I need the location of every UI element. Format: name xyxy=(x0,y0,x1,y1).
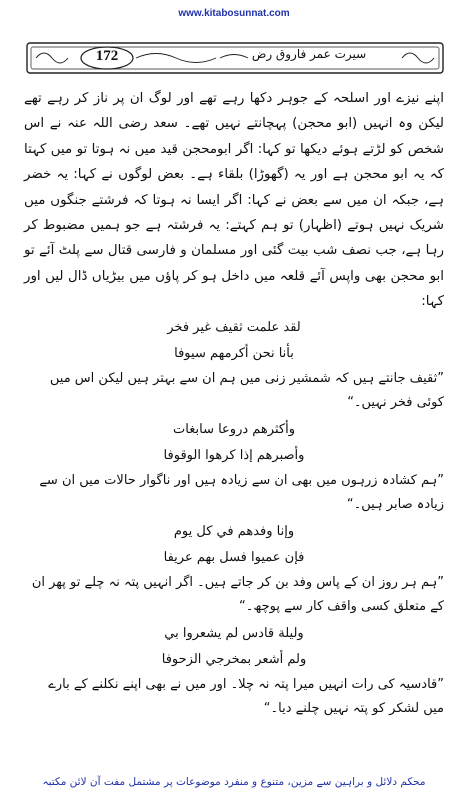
verse-block-1 xyxy=(24,315,444,415)
verse-line: ولم أشعر بمخرجي الزحوفا xyxy=(161,651,307,667)
verse-line: فإن عميوا فسل بهم عريفا xyxy=(163,549,305,565)
verse-line: لقد علمت ثقيف غير فخر xyxy=(167,319,301,335)
verse-line: وإنا وفدهم في كل يوم xyxy=(173,523,295,539)
page-number: 172 xyxy=(95,48,119,64)
footer-tagline: محکم دلائل و براہین سے مزین، متنوع و منفرد موضوعات پر مشتمل مفت آن لائن مکتبہ xyxy=(42,776,426,788)
verse-block-2 xyxy=(24,417,444,517)
verse-block-4 xyxy=(24,621,444,721)
verse-line: بأنا نحن أكرمهم سيوفا xyxy=(174,345,294,361)
site-url[interactable]: www.kitabosunnat.com xyxy=(178,8,290,19)
verse-block-3 xyxy=(24,519,444,619)
verse-translation: ”ہم کشادہ زرہوں میں بھی ان سے زیادہ ہیں اور ناگوار حالات میں ان سے زیادہ صابر ہیں۔“ xyxy=(39,472,444,512)
page-body xyxy=(24,86,444,723)
verse-translation: ”ہم ہر روز ان کے پاس وفد بن کر جاتے ہیں۔ اگر انہیں پتہ نہ چلے تو پھر ان کے متعلق کسی واقف کار سے پوچھ۔“ xyxy=(31,574,444,614)
verse-line: وليلة قادس لم يشعروا بي xyxy=(164,625,304,641)
running-title: سیرت عمر فاروق رض xyxy=(251,47,367,61)
verse-line: وأكثرهم دروعا سابغات xyxy=(173,421,295,437)
verse-translation: ”قادسیہ کی رات انہیں میرا پتہ نہ چلا۔ اور میں نے بھی اپنے نکلنے کے بارے میں لشکر کو پتہ نہیں چلنے دیا۔“ xyxy=(48,676,444,716)
verse-line: وأصبرهم إذا كرهوا الوقوفا xyxy=(163,447,305,463)
verse-translation: ”ثقیف جانتے ہیں کہ شمشیر زنی میں ہم ان سے بہتر ہیں لیکن اس میں کوئی فخر نہیں۔“ xyxy=(49,370,444,410)
page-header xyxy=(26,42,444,74)
body-paragraph: اپنے نیزے اور اسلحہ کے جوہر دکھا رہے تھے اور لوگ ان پر ناز کر رہے تھے لیکن وہ انہیں (ابو محجن) پہچانتے نہیں تھے۔ سعد رضی اللہ عنہ نے اس شخص کو لڑتے ہوئے دیکھا تو کہا: اگر ابومحجن قید میں نہ ہوتا تو میں کہتا کہ یہ ابو محجن ہے اور یہ (گھوڑا) بلقاء ہے۔ بعض لوگوں نے کہا: یہ خضر ہے، جبکہ ان میں سے بعض نے کہا: اگر ایسا نہ ہوتا کہ فرشتے جنگوں میں شریک نہیں ہوتے (اظہار) تو ہم کہتے: یہ فرشتہ ہے جو ہمیں مضبوط کر رہا ہے، جب نصف شب بیت گئی اور مسلمان و فارسی قتال سے پلٹ آئے تو ابو محجن بھی واپس آئے قلعہ میں داخل ہو کر پاؤں میں بیڑیاں ڈال لیں اور کہا: xyxy=(24,91,444,310)
